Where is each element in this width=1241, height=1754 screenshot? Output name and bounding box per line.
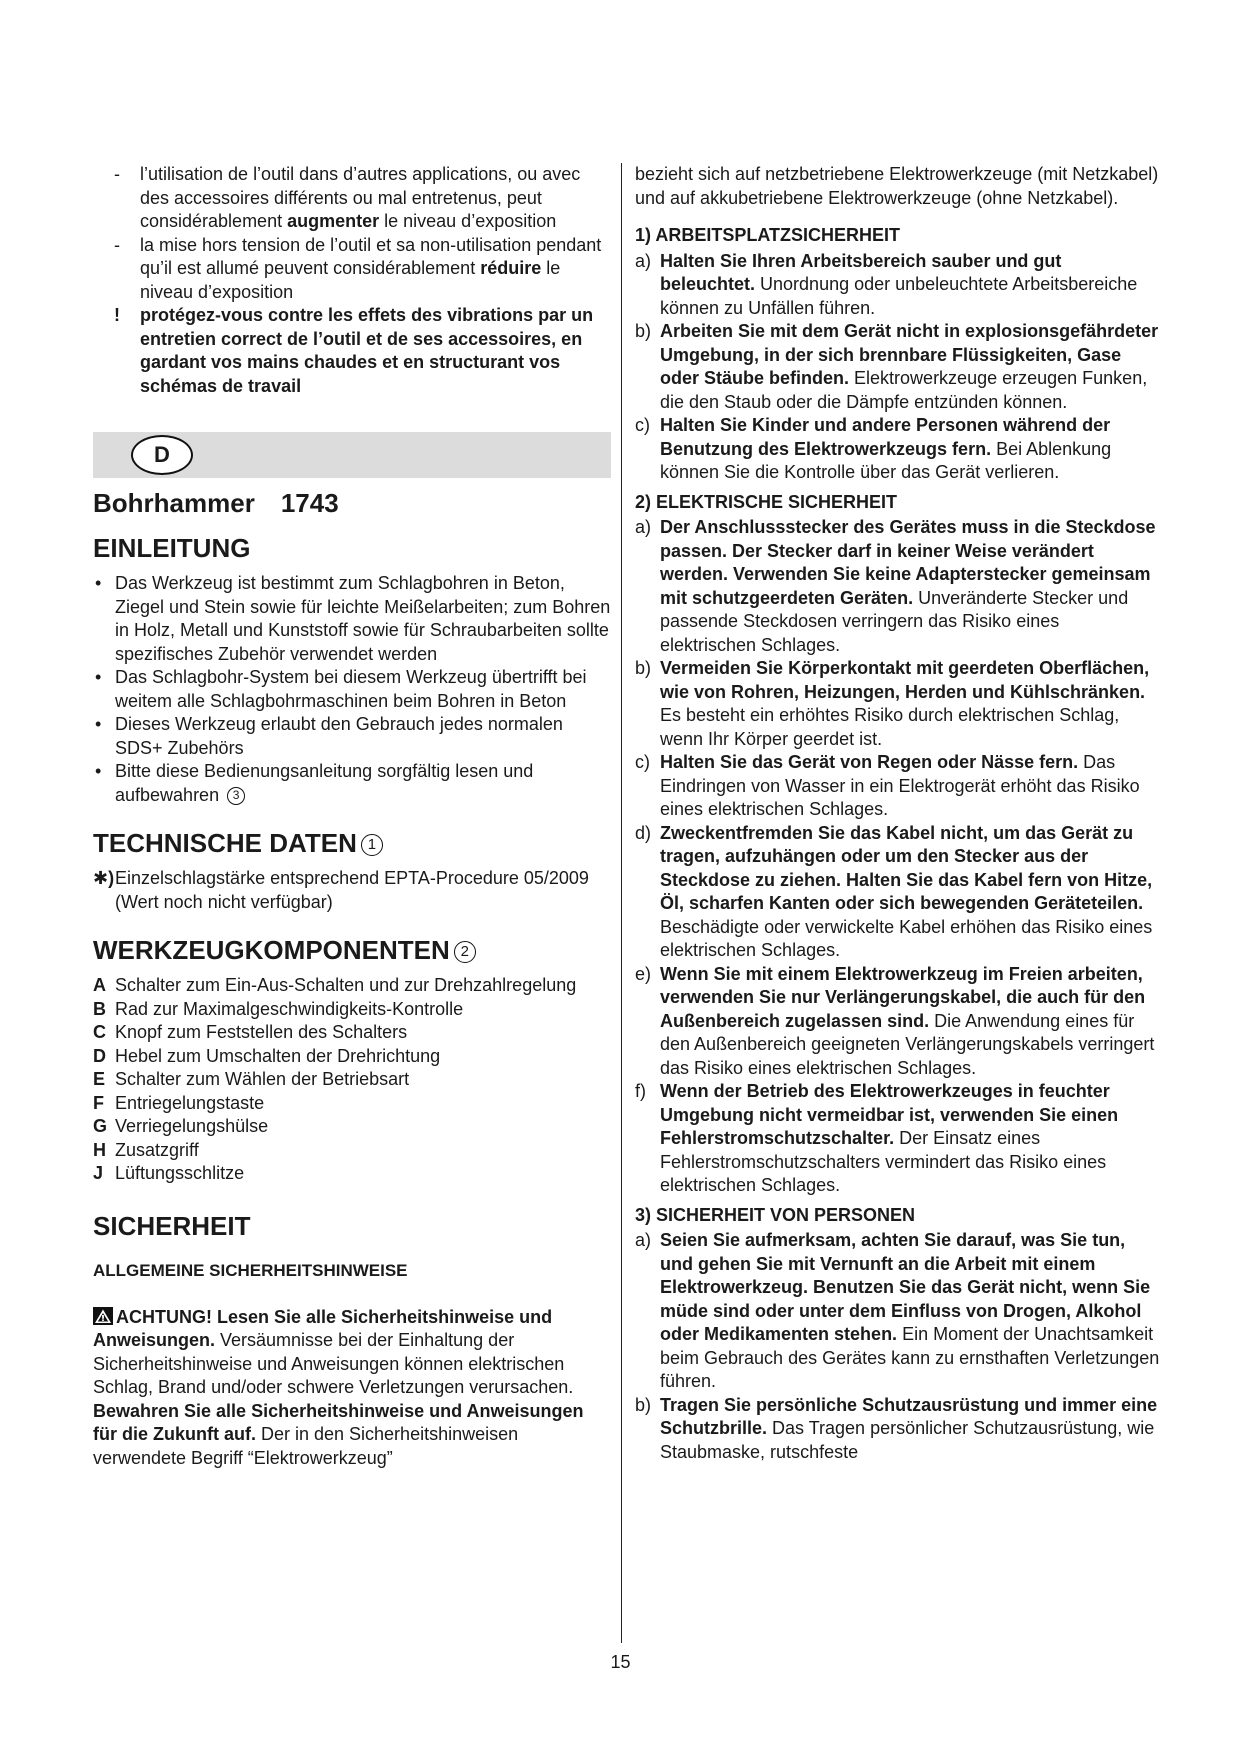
figure-ref-1: 1 <box>361 834 383 856</box>
intro-bullet: • Das Schlagbohr-System bei diesem Werkzeug übertrifft bei weitem alle Schlagbohrmaschinen beim Bohren in Beton <box>95 667 587 711</box>
intro-bullet: • Das Werkzeug ist bestimmt zum Schlagbohren in Beton, Ziegel und Stein sowie für leichte Meißelarbeiten; zum Bohren in Holz, Metall und Kunststoff sowie für Schraubarbeiten sollte spezifisches Zubehör verwendet werden <box>95 573 611 664</box>
component-item: B Rad zur Maximalgeschwindigkeits-Kontrolle <box>93 998 464 1019</box>
section-heading-3: 3) SICHERHEIT VON PERSONEN <box>635 1204 916 1225</box>
tech-note: ✱) Einzelschlagstärke entsprechend EPTA-Procedure 05/2009 (Wert noch nicht verfügbar) <box>93 868 589 912</box>
component-item: C Knopf zum Feststellen des Schalters <box>93 1022 408 1042</box>
safety-item: a) Der Anschlussstecker des Gerätes muss in die Steckdose passen. Der Stecker darf in keiner Weise verändert werden. Verwenden Sie keine Adapterstecker gemeinsam mit schutzgeerdeten Geräten. Unveränderte Stecker und passende Steckdosen verringern das Risiko eines elektrischen Schlages. <box>635 517 1156 655</box>
tech-data-heading: TECHNISCHE DATEN 1 <box>93 827 611 859</box>
figure-ref-3: 3 <box>227 787 245 805</box>
component-item: H Zusatzgriff <box>93 1139 199 1160</box>
intro-continued: bezieht sich auf netzbetriebene Elektrowerkzeuge (mit Netzkabel) und auf akkubetriebene Elektrowerkzeuge (ohne Netzkabel). <box>635 164 1159 208</box>
safety-item: b) Arbeiten Sie mit dem Gerät nicht in explosionsgefährdeter Umgebung, in der sich brennbare Flüssigkeiten, Gase oder Stäube befinden. Elektrowerkzeuge erzeugen Funken, die den Staub oder die Dämpfe entzünden können. <box>635 321 1159 412</box>
section-heading-2: 2) ELEKTRISCHE SICHERHEIT <box>635 491 898 512</box>
safety-item: f) Wenn der Betrieb des Elektrowerkzeuges in feuchter Umgebung nicht vermeidbar ist, verwenden Sie einen Fehlerstromschutzschalter. Der Einsatz eines Fehlerstromschutzschalters vermindert das Risiko eines elektrischen Schlages. <box>635 1081 1119 1195</box>
safety-item: b) Vermeiden Sie Körperkontakt mit geerdeten Oberflächen, wie von Rohren, Heizungen, Herden und Kühlschränken. Es besteht ein erhöhtes Risiko durch elektrischen Schlag, wenn Ihr Körper geerdet ist. <box>635 658 1150 749</box>
components-heading: WERKZEUGKOMPONENTEN 2 <box>93 934 611 966</box>
intro-bullet: • Dieses Werkzeug erlaubt den Gebrauch jedes normalen SDS+ Zubehörs <box>95 714 563 758</box>
component-item: D Hebel zum Umschalten der Drehrichtung <box>93 1045 441 1066</box>
component-item: F Entriegelungstaste <box>93 1092 265 1113</box>
safety-subheading: ALLGEMEINE SICHERHEITSHINWEISE <box>93 1260 408 1280</box>
figure-ref-2: 2 <box>454 941 476 963</box>
section-heading-1: 1) ARBEITSPLATZSICHERHEIT <box>635 225 901 245</box>
language-badge: D <box>131 435 193 475</box>
safety-item: b) Tragen Sie persönliche Schutzausrüstung und immer eine Schutzbrille. Das Tragen persönlicher Schutzausrüstung, wie Staubmaske, rutschfeste <box>635 1394 1158 1462</box>
component-item: J Lüftungsschlitze <box>93 1163 245 1183</box>
safety-item: e) Wenn Sie mit einem Elektrowerkzeug im Freien arbeiten, verwenden Sie nur Verlängerungskabel, die auch für den Außenbereich zugelassen sind. Die Anwendung eines für den Außenbereich geeigneten Verlängerungskabels verringert das Risiko eines elektrischen Schlages. <box>635 963 1155 1078</box>
component-item: G Verriegelungshülse <box>93 1116 269 1136</box>
page-number: 15 <box>610 1652 631 1672</box>
safety-item: d) Zweckentfremden Sie das Kabel nicht, um das Gerät zu tragen, aufzuhängen oder um den Stecker aus der Steckdose zu ziehen. Halten Sie das Kabel fern von Hitze, Öl, scharfen Kanten oder sich bewegenden Geräteteilen. Beschädigte oder verwickelte Kabel erhöhen das Risiko eines elektrischen Schlages. <box>635 822 1153 960</box>
warning-icon <box>93 1307 113 1325</box>
safety-item: a) Halten Sie Ihren Arbeitsbereich sauber und gut beleuchtet. Unordnung oder unbeleuchtete Arbeitsbereiche können zu Unfällen führen. <box>635 250 1138 318</box>
fr-warning-item: ! protégez-vous contre les effets des vibrations par un entretien correct de l’outil et de ses accessoires, en gardant vos mains chaudes et en structurant vos schémas de travail <box>114 305 594 396</box>
component-item: A Schalter zum Ein-Aus-Schalten und zur Drehzahlregelung <box>93 975 577 995</box>
column-divider <box>621 163 622 1643</box>
component-item: E Schalter zum Wählen der Betriebsart <box>93 1069 410 1089</box>
safety-item: c) Halten Sie das Gerät von Regen oder Nässe fern. Das Eindringen von Wasser in ein Elektrogerät erhöht das Risiko eines elektrischen Schlages. <box>635 752 1140 819</box>
intro-heading: EINLEITUNG <box>93 533 251 563</box>
right-column <box>635 163 1160 1464</box>
product-title: Bohrhammer 1743 <box>93 488 339 518</box>
fr-dash-item-1: - l’utilisation de l’outil dans d’autres applications, ou avec des accessoires différents ou mal entretenus, peut considérablement augmenter le niveau d’exposition <box>114 164 581 231</box>
intro-bullet: • Bitte diese Bedienungsanleitung sorgfältig lesen und aufbewahren 3 <box>95 761 534 805</box>
components-list <box>93 974 611 1186</box>
safety-item: c) Halten Sie Kinder und andere Personen während der Benutzung des Elektrowerkzeugs fern. Bei Ablenkung können Sie die Kontrolle über das Gerät verlieren. <box>635 415 1112 482</box>
fr-dash-item-2: - la mise hors tension de l’outil et sa non-utilisation pendant qu’il est allumé peuvent considérablement réduire le niveau d’exposition <box>114 234 602 302</box>
safety-item: a) Seien Sie aufmerksam, achten Sie darauf, was Sie tun, und gehen Sie mit Vernunft an die Arbeit mit einem Elektrowerkzeug. Benutzen Sie das Gerät nicht, wenn Sie müde sind oder unter dem Einfluss von Drogen, Alkohol oder Medikamenten stehen. Ein Moment der Unachtsamkeit beim Gebrauch des Gerätes kann zu ernsthaften Verletzungen führen. <box>635 1230 1160 1391</box>
language-band <box>93 432 611 478</box>
left-column <box>93 163 611 1470</box>
safety-heading: SICHERHEIT <box>93 1210 251 1241</box>
general-warning: ACHTUNG! Lesen Sie alle Sicherheitshinweise und Anweisungen. Versäumnisse bei der Einhaltung der Sicherheitshinweise und Anweisungen können elektrischen Schlag, Brand und/oder schwere Verletzungen verursachen. Bewahren Sie alle Sicherheitshinweise und Anweisungen für die Zukunft auf. Der in den Sicherheitshinweisen verwendete Begriff “Elektrowerkzeug” <box>93 1306 584 1468</box>
